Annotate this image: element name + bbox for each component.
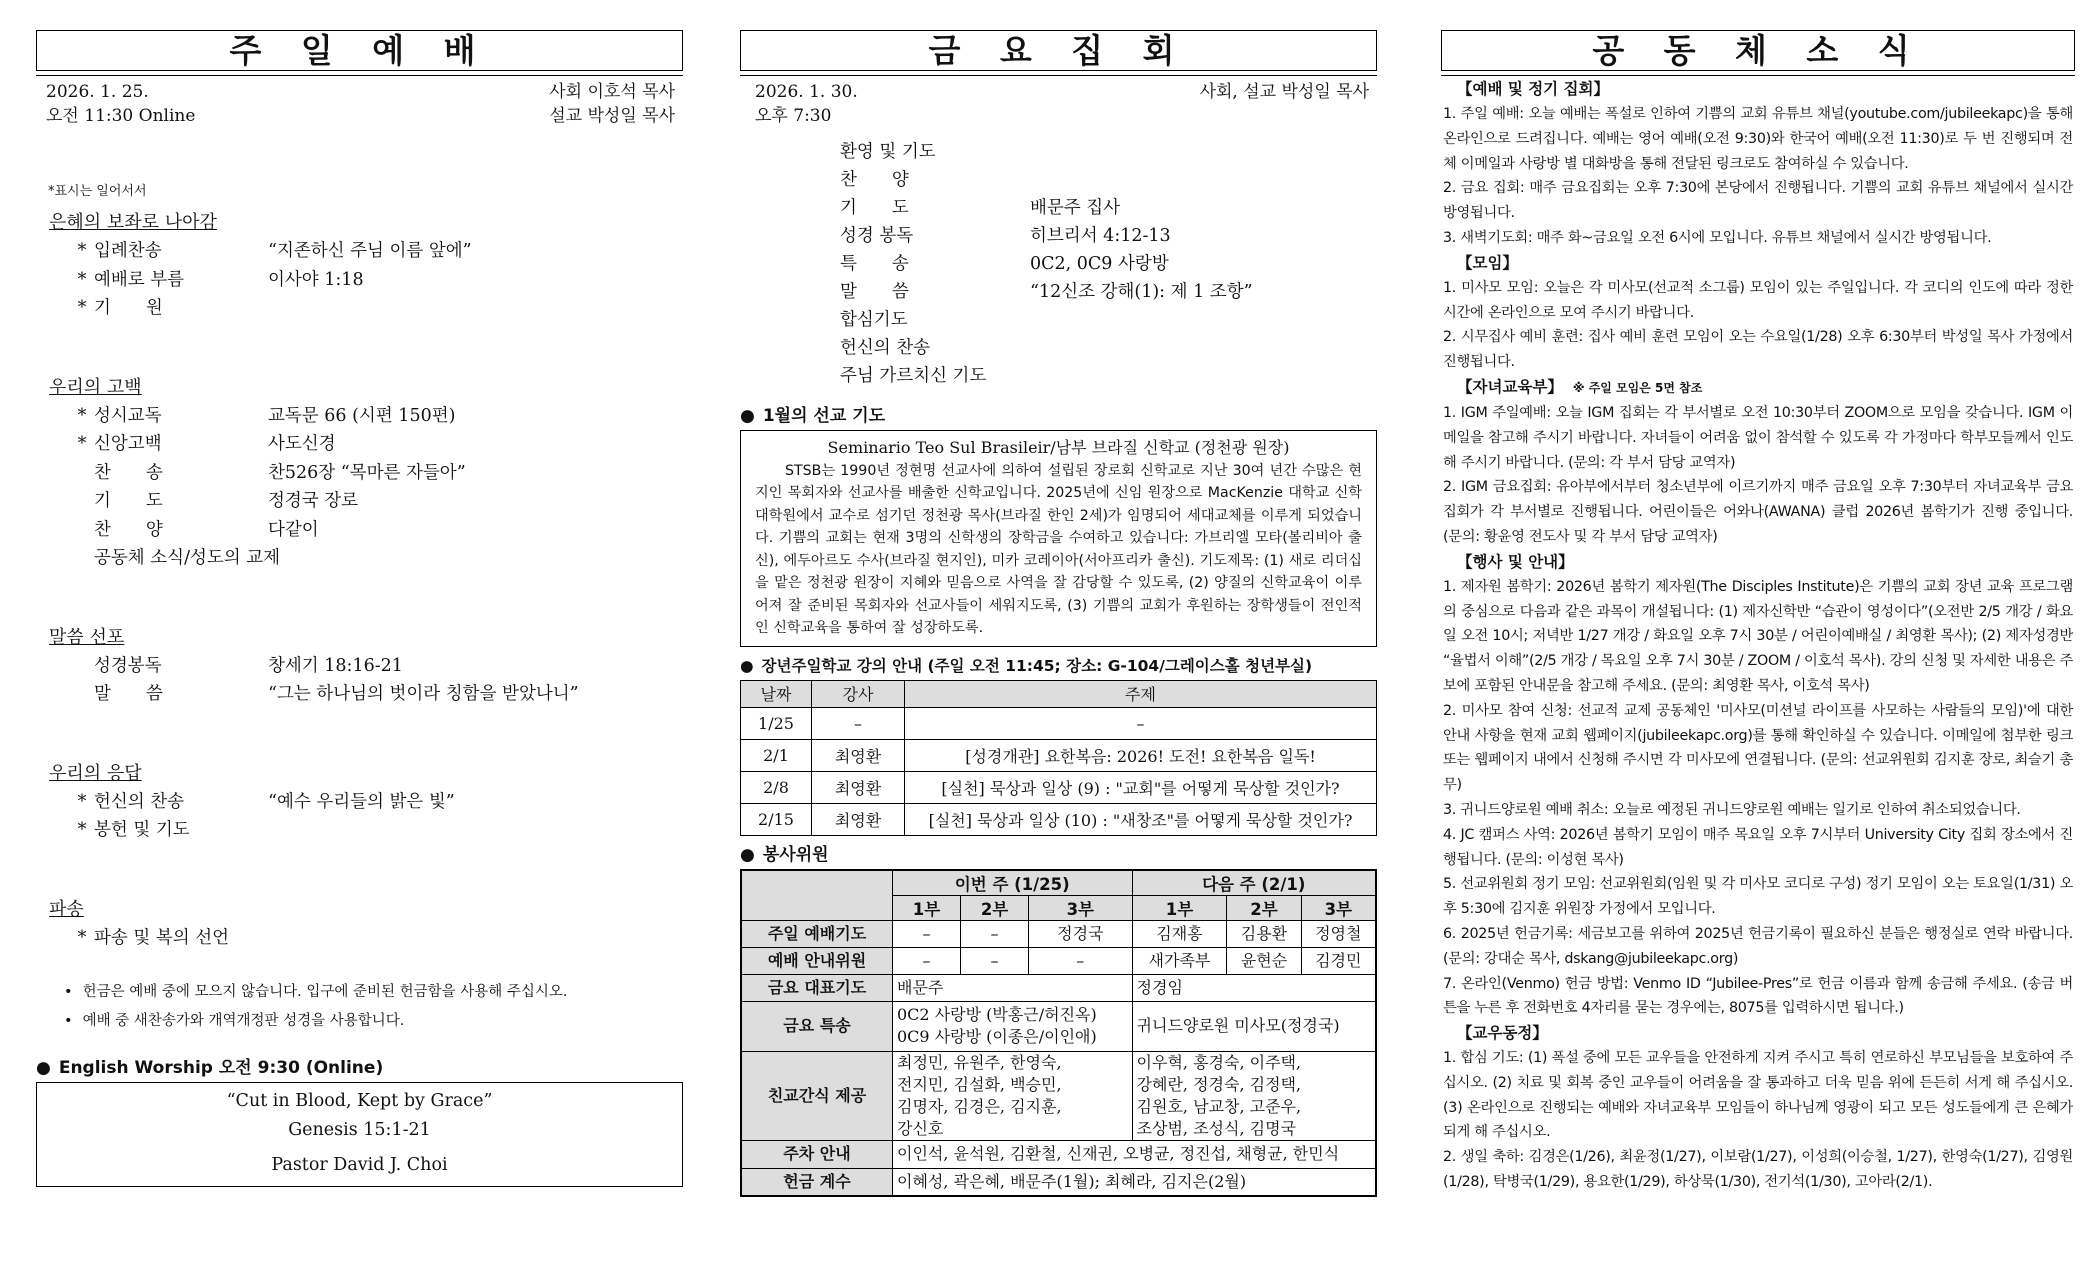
friday-order-item (840, 222, 1377, 250)
service-cell: – (961, 947, 1029, 974)
lecture-cell: 1/25 (741, 707, 812, 739)
friday-order-label: 특 송 (840, 254, 909, 274)
worship-item (36, 652, 683, 681)
news-item: 5. 선교위원회 정기 모임: 선교위원회(임원 및 각 미사모 코디로 구성) 정기 모임이 오는 토요일(1/31) 오후 5:30에 김지훈 위원장 가정에서 모입니다. (1443, 876, 2073, 918)
worship-item (36, 237, 683, 266)
news-item: 7. 온라인(Venmo) 헌금 방법: Venmo ID “Jubilee-Pres”로 헌금 이름과 함께 송금해 주세요. (송금 버튼을 누른 후 전화번호 4자리를 묻는 경우에는, 8075를 입력하시면 됩니다.) (1443, 975, 2073, 1017)
this-week-header: 이번 주 (1/25) (893, 870, 1133, 896)
sunday-preacher: 설교 박성일 목사 (549, 106, 675, 126)
service-cell: 윤현순 (1227, 947, 1301, 974)
lecture-cell: 최영환 (812, 803, 905, 835)
snack-next: 이우혁, 홍경숙, 이주택, 강혜란, 정경숙, 김정택, 김원호, 남교창, 고준우, 조상범, 조성식, 김명국 (1132, 1051, 1376, 1140)
offering-note: • 헌금은 예배 중에 모으지 않습니다. 입구에 준비된 헌금함을 사용해 주십시오. (64, 978, 683, 1007)
lecture-row (741, 707, 1377, 739)
news-section-heading (1457, 251, 2073, 276)
service-cell: – (893, 920, 961, 947)
service-heading: ● 봉사위원 (740, 844, 829, 865)
worship-section-title: 우리의 고백 (49, 376, 142, 398)
lecture-cell: 2/1 (741, 739, 812, 771)
friday-order-item (840, 194, 1377, 222)
stand-note: *표시는 일어서서 (48, 184, 147, 199)
friday-order-item (840, 362, 1377, 390)
worship-item-label: 입례찬송 (94, 241, 162, 261)
lecture-header-speaker: 강사 (812, 680, 905, 707)
sunday-time: 오전 11:30 Online (46, 106, 196, 126)
sunday-order (36, 209, 683, 952)
part-header: 1부 (893, 895, 961, 920)
service-corner (741, 870, 893, 921)
service-cell: 새가족부 (1132, 947, 1227, 974)
worship-item (36, 924, 683, 953)
english-pastor: Pastor David J. Choi (271, 1155, 448, 1175)
usher-label: 예배 안내위원 (741, 947, 893, 974)
worship-item-label: 신앙고백 (94, 434, 162, 454)
worship-item-value: “그는 하나님의 벗이라 칭함을 받았나니” (268, 684, 579, 704)
stand-mark: * (77, 820, 87, 840)
worship-item-label: 성시교독 (94, 405, 162, 426)
worship-item-label: 기 원 (94, 298, 163, 318)
news-item: 2. 시무집사 예비 훈련: 집사 예비 훈련 모임이 오는 수요일(1/28) 오후 6:30부터 박성일 목사 가정에서 진행됩니다. (1443, 329, 2073, 371)
news-item: 2. 금요 집회: 매주 금요집회는 오후 7:30에 본당에서 진행됩니다. 기쁨의 교회 유튜브 채널에서 실시간 방영됩니다. (1443, 180, 2073, 222)
worship-item-value: 교독문 66 (시편 150편) (268, 405, 456, 426)
section-gap (36, 323, 683, 364)
stand-mark: * (77, 927, 87, 948)
news-item: 6. 2025년 헌금기록: 세금보고를 위하여 2025년 헌금기록이 필요하신 분들은 행정실로 연락 바랍니다. (문의: 강대순 목사, dskang@jubileekapc.org) (1443, 925, 2073, 967)
news-section-title: 【교우동정】 (1457, 1024, 1548, 1043)
friday-order-label: 기 도 (840, 198, 909, 218)
friday-order (740, 138, 1377, 390)
worship-item-label: 찬 송 (94, 462, 163, 483)
section-gap (36, 573, 683, 614)
sunday-presider: 사회 이호석 목사 (549, 82, 675, 102)
news-item: 2. 미사모 참여 신청: 선교적 교제 공동체인 '미사모(미션널 라이프를 사모하는 사람들의 모임)'에 대한 안내 사항을 현재 교회 웹페이지(jubileekapc.org)를 통해 확인하실 수 있습니다. 이메일에 첨부한 링크 또는 웹페이지 내에서 신청해 주시면 각 미사모에 연결됩니다. (문의: 선교위원회 김지훈 장로, 최슬기 총무) (1443, 702, 2073, 794)
news-section-title: 【행사 및 안내】 (1457, 552, 1574, 571)
friday-special-this: 0C2 사랑방 (박홍근/허진옥) 0C9 사랑방 (이종은/이인애) (893, 1001, 1133, 1051)
worship-item (36, 430, 683, 459)
stand-mark: * (77, 269, 87, 290)
friday-order-value: 히브리서 4:12-13 (1030, 226, 1171, 246)
friday-order-label: 성경 봉독 (840, 226, 914, 246)
friday-order-value: 배문주 집사 (1030, 198, 1121, 218)
friday-order-item (840, 138, 1377, 166)
lecture-header-topic: 주제 (905, 680, 1377, 707)
worship-item-label: 예배로 부름 (94, 269, 185, 290)
sunday-prayer-label: 주일 예배기도 (741, 920, 893, 947)
community-news-body (1441, 75, 2075, 1195)
worship-section (36, 624, 683, 709)
friday-time: 오후 7:30 (755, 106, 832, 126)
lecture-row (741, 803, 1377, 835)
worship-item (36, 459, 683, 488)
news-section-title: 【자녀교육부】 (1457, 377, 1563, 396)
lecture-cell: [성경개관] 요한복음: 2026! 도전! 요한복음 일독! (905, 739, 1377, 771)
service-table (740, 869, 1377, 1198)
service-cell: 김용환 (1227, 920, 1301, 947)
friday-order-item (840, 250, 1377, 278)
service-cell: – (893, 947, 961, 974)
stand-mark: * (77, 298, 87, 318)
part-header: 2부 (961, 895, 1029, 920)
parking-label: 주차 안내 (741, 1140, 893, 1168)
friday-order-label: 말 씀 (840, 282, 909, 302)
friday-order-item (840, 166, 1377, 194)
mission-prayer-heading: ● 1월의 선교 기도 (740, 406, 886, 426)
friday-leader: 사회, 설교 박성일 목사 (1199, 82, 1369, 102)
worship-item-label: 말 씀 (94, 684, 163, 704)
next-week-header: 다음 주 (2/1) (1132, 870, 1376, 896)
worship-item (36, 816, 683, 845)
worship-item-label: 공동체 소식/성도의 교제 (94, 548, 281, 568)
bible-note: • 예배 중 새찬송가와 개역개정판 성경을 사용합니다. (64, 1007, 683, 1036)
service-cell: 김재홍 (1132, 920, 1227, 947)
worship-item-value: 찬526장 “목마른 자들아” (268, 462, 466, 483)
lecture-header-date: 날짜 (741, 680, 812, 707)
worship-item (36, 544, 683, 573)
friday-order-label: 헌신의 찬송 (840, 338, 931, 358)
snack-this: 최정민, 유원주, 한영숙, 전지민, 김설화, 백승민, 김명자, 김경은, 김지훈, 강신호 (893, 1051, 1133, 1140)
news-item: 3. 새벽기도회: 매주 화~금요일 오전 6시에 모입니다. 유튜브 채널에서 실시간 방영됩니다. (1443, 229, 1992, 246)
english-sermon-title: “Cut in Blood, Kept by Grace” (226, 1091, 493, 1111)
service-cell: – (961, 920, 1029, 947)
english-worship-heading: ● English Worship 오전 9:30 (Online) (36, 1058, 384, 1078)
worship-item (36, 680, 683, 709)
section-gap (36, 709, 683, 750)
friday-special-next: 귀니드양로원 미사모(정경국) (1132, 1001, 1376, 1051)
stand-mark (70, 459, 94, 488)
counting-value: 이혜성, 곽은혜, 배문주(1월); 최혜라, 김지은(2월) (893, 1168, 1377, 1196)
worship-item (36, 402, 683, 431)
friday-gathering-banner: 금 요 집 회 (740, 30, 1377, 71)
worship-item-value: “지존하신 주님 이름 앞에” (268, 241, 472, 261)
community-news-column (1441, 30, 2075, 1195)
stand-mark: * (77, 791, 87, 812)
friday-prayer-this: 배문주 (893, 974, 1133, 1001)
service-cell: – (1029, 947, 1132, 974)
friday-prayer-label: 금요 대표기도 (741, 974, 893, 1001)
service-cell: 김경민 (1301, 947, 1376, 974)
sunday-date: 2026. 1. 25. (46, 82, 149, 102)
worship-item-label: 봉헌 및 기도 (94, 820, 190, 840)
worship-item-value: “예수 우리들의 밝은 빛” (268, 791, 455, 812)
news-section-title: 【모임】 (1457, 253, 1518, 272)
sunday-meta (36, 75, 683, 128)
english-worship-box (36, 1082, 683, 1187)
worship-item-value: 다같이 (268, 519, 319, 540)
worship-item-value: 정경국 장로 (268, 491, 359, 511)
part-header: 2부 (1227, 895, 1301, 920)
lecture-cell: 최영환 (812, 739, 905, 771)
part-header: 3부 (1029, 895, 1132, 920)
friday-special-label: 금요 특송 (741, 1001, 893, 1051)
news-item: 4. JC 캠퍼스 사역: 2026년 봄학기 모임이 매주 목요일 오후 7시부터 University City 집회 장소에서 진행됩니다. (문의: 이성현 목사) (1443, 826, 2073, 868)
news-item: 1. IGM 주일예배: 오늘 IGM 집회는 각 부서별로 오전 10:30부터 ZOOM으로 모임을 갖습니다. IGM 이메일을 참고해 주시기 바랍니다. 자녀들이 어려움 없이 참석할 수 있도록 각 가정마다 학부모들께서 인도해 주시기 바랍니다. (문의: 각 부서 담당 교역자) (1443, 404, 2073, 471)
part-header: 3부 (1301, 895, 1376, 920)
community-news-banner: 공 동 체 소 식 (1441, 30, 2075, 71)
part-header: 1부 (1132, 895, 1227, 920)
mission-body: STSB는 1990년 정현명 선교사에 의하여 설립된 장로회 신학교로 지난 30여 년간 수많은 현지인 목회자와 선교사를 배출한 신학교입니다. 2025년에 신임 원장으로 MacKenzie 대학교 신학대학원에서 교수로 섬기던 정천광 목사(브라질 한인 2세)가 임명되어 세대교체를 이루게 되었습니다. 기쁨의 교회는 현재 3명의 신학생의 장학금을 수여하고 있습니다: 가브리엘 모타(볼리비아 출신), 에두아르도 수사(브라질 현지인), 미카 코레이아(서아프리카 출신). 기도제목: (1) 새로 리더십을 맡은 정천광 원장이 지혜와 믿음으로 사역을 잘 감당할 수 있도록, (2) 양질의 신학교육이 이루어져 잘 준비된 목회자와 선교사들이 세워지도록, (3) 기쁨의 교회가 후원하는 장학생들이 전인적인 신학교육을 통하여 잘 성장하도록. (755, 462, 1362, 636)
service-cell: 정경국 (1029, 920, 1132, 947)
lecture-row (741, 771, 1377, 803)
news-item: 1. 주일 예배: 오늘 예배는 폭설로 인하여 기쁨의 교회 유튜브 채널(youtube.com/jubileekapc)을 통해 온라인으로 드려집니다. 예배는 영어 예배(오전 9:30)와 한국어 예배(오전 11:30)로 두 번 진행되며 전체 이메일과 사랑방 별 대화방을 통해 전달된 링크로도 참여하실 수 있습니다. (1443, 106, 2073, 172)
worship-section-title: 파송 (49, 898, 84, 920)
friday-order-item (840, 278, 1377, 306)
stand-mark (70, 487, 94, 516)
news-item: 1. 미사모 모임: 오늘은 각 미사모(선교적 소그룹) 모임이 있는 주일입니다. 각 코디의 인도에 따라 정한 시간에 온라인으로 모여 주시기 바랍니다. (1443, 279, 2073, 321)
worship-section-title: 말씀 선포 (49, 626, 125, 648)
lecture-heading: ● 장년주일학교 강의 안내 (주일 오전 11:45; 장소: G-104/그레이스홀 청년부실) (740, 656, 1313, 675)
worship-item-value: 사도신경 (268, 434, 336, 454)
friday-order-item (840, 334, 1377, 362)
mission-title: Seminario Teo Sul Brasileir/남부 브라질 신학교 (정천광 원장) (827, 438, 1290, 457)
lecture-cell: 2/8 (741, 771, 812, 803)
news-item: 1. 제자원 봄학기: 2026년 봄학기 제자원(The Disciples Institute)은 기쁨의 교회 장년 교육 프로그램의 중심으로 다음과 같은 과목이 개설됩니다: (1) 제자신학반 “습관이 영성이다”(오전반 2/5 개강 / 화요일 오전 10시; 저녁반 1/27 개강 / 화요일 오후 7시 30분 / 어린이예배실 / 최영환 목사); (2) 제자성경반 “율법서 이해”(2/5 개강 / 목요일 오후 7시 30분 / ZOOM / 이호석 목사). 강의 신청 및 자세한 내용은 주보에 포함된 안내문을 참고해 주세요. (문의: 최영환 목사, 이호석 목사) (1443, 578, 2073, 694)
news-item: 1. 합심 기도: (1) 폭설 중에 모든 교우들을 안전하게 지켜 주시고 특히 연로하신 부모님들을 보호하여 주십시오. (2) 치료 및 회복 중인 교우들이 어려움을 잘 통과하고 더욱 믿음 위에 든든히 서게 해 주십시오. (3) 온라인으로 진행되는 예배와 자녀교육부 모임들이 하나님께 영광이 되고 모든 성도들에게 큰 은혜가 되게 해 주십시오. (1443, 1050, 2073, 1141)
counting-label: 헌금 계수 (741, 1168, 893, 1196)
friday-order-value: “12신조 강해(1): 제 1 조항” (1030, 282, 1253, 302)
news-section-note: ※ 주일 모임은 5면 참조 (1572, 380, 1703, 395)
friday-order-item (840, 306, 1377, 334)
worship-item-label: 파송 및 복의 선언 (94, 927, 230, 948)
friday-order-label: 합심기도 (840, 310, 908, 330)
lecture-cell: [실천] 묵상과 일상 (10) : "새창조"를 어떻게 묵상할 것인가? (905, 803, 1377, 835)
news-section-title: 【예배 및 정기 집회】 (1457, 80, 1610, 98)
friday-gathering-column (740, 30, 1377, 1197)
lecture-cell: – (812, 707, 905, 739)
friday-date: 2026. 1. 30. (755, 82, 858, 102)
news-section-heading (1457, 375, 2073, 401)
worship-item-label: 찬 양 (94, 519, 163, 540)
friday-meta (740, 75, 1377, 128)
worship-item (36, 266, 683, 295)
news-section-heading (1457, 1021, 2073, 1046)
lecture-cell: [실천] 묵상과 일상 (9) : "교회"를 어떻게 묵상할 것인가? (905, 771, 1377, 803)
lecture-cell: 최영환 (812, 771, 905, 803)
worship-item (36, 788, 683, 817)
news-item: 3. 귀니드양로원 예배 취소: 오늘로 예정된 귀니드양로원 예배는 일기로 인하여 취소되었습니다. (1443, 801, 2021, 818)
parking-value: 이인석, 윤석원, 김환철, 신재권, 오병균, 정진섭, 채형균, 한민식 (893, 1140, 1377, 1168)
news-section-heading (1457, 550, 2073, 575)
stand-mark: * (77, 241, 87, 261)
friday-prayer-next: 정경임 (1132, 974, 1376, 1001)
lecture-table (740, 680, 1377, 836)
english-scripture: Genesis 15:1-21 (288, 1120, 431, 1140)
friday-order-label: 찬 양 (840, 170, 909, 190)
lecture-row (741, 739, 1377, 771)
stand-mark: * (77, 405, 87, 426)
worship-item-label: 성경봉독 (94, 655, 162, 676)
section-gap (36, 845, 683, 886)
news-section-heading (1457, 77, 2073, 102)
worship-item-label: 기 도 (94, 491, 163, 511)
friday-order-label: 주님 가르치신 기도 (840, 366, 987, 386)
friday-order-value: 0C2, 0C9 사랑방 (1030, 254, 1169, 274)
service-cell: 정영철 (1301, 920, 1376, 947)
news-item: 2. 생일 축하: 김경은(1/26), 최윤정(1/27), 이보람(1/27), 이성희(이승철, 1/27), 한영숙(1/27), 김영원(1/28), 탁병국(1/29), 용요한(1/29), 하상묵(1/30), 전기석(1/30), 고아라(2/1). (1443, 1149, 2073, 1191)
worship-item (36, 516, 683, 545)
worship-section (36, 896, 683, 953)
worship-item-value: 창세기 18:16-21 (268, 655, 403, 676)
news-item: 2. IGM 금요집회: 유아부에서부터 청소년부에 이르기까지 매주 금요일 오후 7:30부터 자녀교육부 금요집회가 각 부서별로 진행됩니다. 어린이들은 어와나(AWANA) 클럽 2026년 봄학기가 진행 중입니다. (문의: 황윤영 전도사 및 각 부서 담당 교역자) (1443, 479, 2073, 545)
stand-mark (70, 516, 94, 545)
worship-section-title: 은혜의 보좌로 나아감 (49, 212, 217, 233)
lecture-cell: 2/15 (741, 803, 812, 835)
mission-prayer-box (740, 430, 1377, 647)
worship-item (36, 294, 683, 323)
worship-section (36, 374, 683, 573)
sunday-worship-column (36, 30, 683, 1187)
worship-section-title: 우리의 응답 (49, 762, 142, 784)
worship-item-label: 헌신의 찬송 (94, 791, 185, 812)
stand-mark (70, 652, 94, 681)
friday-order-label: 환영 및 기도 (840, 142, 936, 162)
worship-item (36, 487, 683, 516)
sunday-worship-banner: 주 일 예 배 (36, 30, 683, 71)
worship-section (36, 760, 683, 845)
worship-section (36, 209, 683, 323)
stand-mark (70, 680, 94, 709)
worship-item-value: 이사야 1:18 (268, 269, 364, 290)
stand-mark (70, 544, 94, 573)
lecture-cell: – (905, 707, 1377, 739)
stand-mark: * (77, 434, 87, 454)
snack-label: 친교간식 제공 (741, 1051, 893, 1140)
